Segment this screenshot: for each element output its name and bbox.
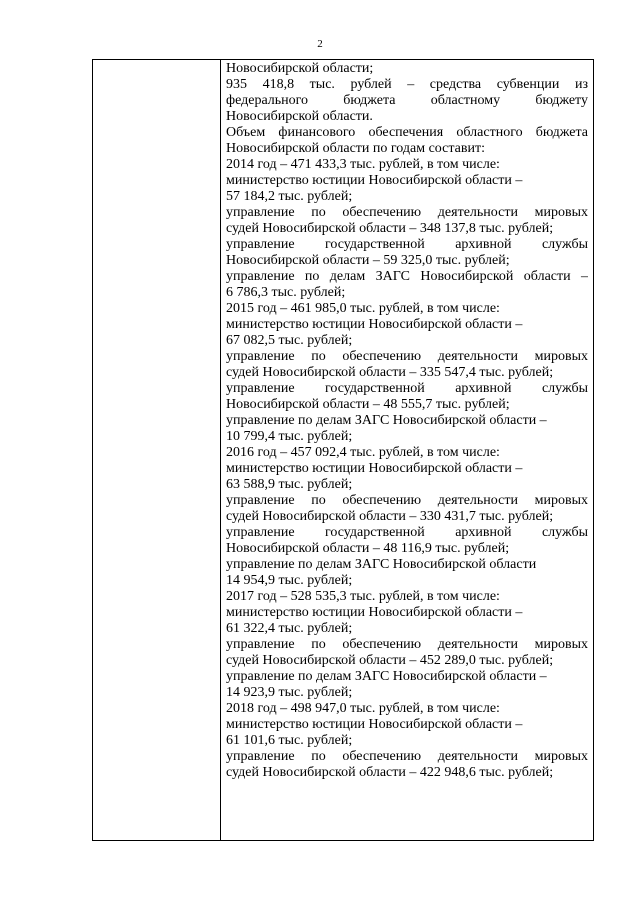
text-line: судей Новосибирской области – 348 137,8 тыс. рублей; bbox=[226, 221, 554, 236]
text-line: управление по обеспечению деятельности мировых bbox=[226, 749, 588, 764]
text-line: министерство юстиции Новосибирской области – bbox=[226, 461, 523, 476]
text-line: 57 184,2 тыс. рублей; bbox=[226, 189, 353, 204]
text-line: судей Новосибирской области – 452 289,0 тыс. рублей; bbox=[226, 653, 554, 668]
text-line: 6 786,3 тыс. рублей; bbox=[226, 285, 346, 300]
text-line: управление по делам ЗАГС Новосибирской области – bbox=[226, 413, 547, 428]
text-line: судей Новосибирской области – 422 948,6 тыс. рублей; bbox=[226, 765, 554, 780]
text-line: Новосибирской области; bbox=[226, 61, 374, 76]
text-line: 2016 год – 457 092,4 тыс. рублей, в том числе: bbox=[226, 445, 500, 460]
text-line: 67 082,5 тыс. рублей; bbox=[226, 333, 353, 348]
text-line: управление по делам ЗАГС Новосибирской области – bbox=[226, 269, 588, 284]
text-line: министерство юстиции Новосибирской области – bbox=[226, 717, 523, 732]
text-line: Новосибирской области. bbox=[226, 109, 373, 124]
text-line: 2015 год – 461 985,0 тыс. рублей, в том числе: bbox=[226, 301, 500, 316]
text-line: управление по обеспечению деятельности мировых bbox=[226, 637, 588, 652]
text-line: министерство юстиции Новосибирской области – bbox=[226, 173, 523, 188]
column-divider bbox=[220, 60, 221, 840]
document-table bbox=[92, 59, 594, 841]
text-line: 2014 год – 471 433,3 тыс. рублей, в том числе: bbox=[226, 157, 500, 172]
text-line: 14 923,9 тыс. рублей; bbox=[226, 685, 353, 700]
text-line: судей Новосибирской области – 330 431,7 тыс. рублей; bbox=[226, 509, 554, 524]
text-line: управление государственной архивной службы bbox=[226, 381, 588, 396]
text-line: Новосибирской области – 48 116,9 тыс. рублей; bbox=[226, 541, 510, 556]
text-line: управление по обеспечению деятельности мировых bbox=[226, 493, 588, 508]
text-line: Новосибирской области – 48 555,7 тыс. рублей; bbox=[226, 397, 510, 412]
text-line: управление по делам ЗАГС Новосибирской области – bbox=[226, 669, 547, 684]
text-line: 61 322,4 тыс. рублей; bbox=[226, 621, 353, 636]
text-line: министерство юстиции Новосибирской области – bbox=[226, 605, 523, 620]
text-line: управление государственной архивной службы bbox=[226, 525, 588, 540]
text-line: федерального бюджета областному бюджету bbox=[226, 93, 588, 108]
text-line: Новосибирской области – 59 325,0 тыс. рублей; bbox=[226, 253, 510, 268]
text-line: управление по обеспечению деятельности мировых bbox=[226, 349, 588, 364]
table-content-cell bbox=[226, 61, 588, 781]
text-line: 10 799,4 тыс. рублей; bbox=[226, 429, 353, 444]
text-line: управление по делам ЗАГС Новосибирской области bbox=[226, 557, 537, 572]
text-line: управление государственной архивной службы bbox=[226, 237, 588, 252]
text-line: 63 588,9 тыс. рублей; bbox=[226, 477, 353, 492]
text-line: 61 101,6 тыс. рублей; bbox=[226, 733, 353, 748]
text-line: 2018 год – 498 947,0 тыс. рублей, в том числе: bbox=[226, 701, 500, 716]
page-number: 2 bbox=[317, 38, 323, 50]
text-line: Объем финансового обеспечения областного бюджета bbox=[226, 125, 588, 140]
text-line: 2017 год – 528 535,3 тыс. рублей, в том числе: bbox=[226, 589, 500, 604]
text-line: 14 954,9 тыс. рублей; bbox=[226, 573, 353, 588]
text-line: Новосибирской области по годам составит: bbox=[226, 141, 485, 156]
text-line: судей Новосибирской области – 335 547,4 тыс. рублей; bbox=[226, 365, 554, 380]
text-line: министерство юстиции Новосибирской области – bbox=[226, 317, 523, 332]
text-line: 935 418,8 тыс. рублей – средства субвенции из bbox=[226, 77, 588, 92]
text-line: управление по обеспечению деятельности мировых bbox=[226, 205, 588, 220]
